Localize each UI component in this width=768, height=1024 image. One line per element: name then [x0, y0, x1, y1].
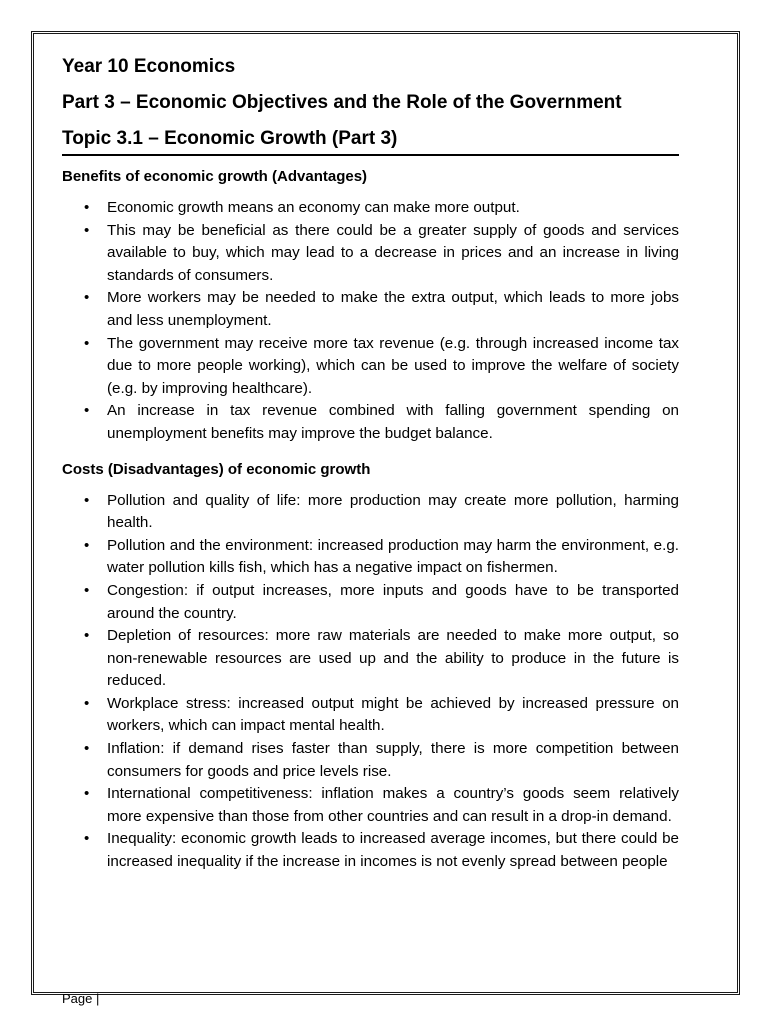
bullet-icon: • — [84, 199, 90, 216]
part-title: Part 3 – Economic Objectives and the Role of the Government — [62, 92, 622, 113]
bullet-icon: • — [84, 402, 90, 420]
list-item — [62, 220, 679, 288]
costs-list — [62, 490, 679, 874]
list-item-text: Pollution and the environment: increased production may harm the environment, e.g. water pollution kills fish, which has a negative impact on fishermen. — [107, 536, 679, 577]
list-item-text: The government may receive more tax revenue (e.g. through increased income tax due to more people working), which can be used to improve the welfare of society (e.g. by improving healthcare). — [107, 334, 679, 397]
benefits-list — [62, 197, 679, 446]
list-item — [62, 400, 679, 445]
list-item-text: This may be beneficial as there could be a greater supply of goods and services available to buy, which may lead to a decrease in prices and an increase in living standards of consumers. — [107, 221, 679, 284]
bullet-icon: • — [84, 491, 90, 509]
topic-title: Topic 3.1 – Economic Growth (Part 3) — [62, 127, 679, 156]
list-item — [62, 783, 679, 828]
bullet-icon: • — [84, 740, 90, 758]
list-item — [62, 197, 679, 220]
list-item — [62, 333, 679, 401]
list-item-text: International competitiveness: inflation makes a country’s goods seem relatively more expensive than those from other countries and can result in a drop-in demand. — [107, 785, 679, 825]
list-item — [62, 287, 679, 332]
list-item — [62, 625, 679, 693]
list-item-text: More workers may be needed to make the extra output, which leads to more jobs and less unemployment. — [107, 289, 679, 329]
list-item-text: An increase in tax revenue combined with falling government spending on unemployment benefits may improve the budget balance. — [107, 402, 679, 442]
bullet-icon: • — [84, 536, 90, 554]
list-item-text: Inequality: economic growth leads to increased average incomes, but there could be increased inequality if the increase in incomes is not evenly spread between people — [107, 830, 679, 871]
list-item-text: Economic growth means an economy can make more output. — [107, 199, 520, 216]
list-item — [62, 580, 679, 625]
list-item — [62, 490, 679, 535]
list-item-text: Workplace stress: increased output might be achieved by increased pressure on workers, which can impact mental health. — [107, 694, 679, 735]
list-item-text: Inflation: if demand rises faster than supply, there is more competition between consumers for goods and price levels rise. — [107, 740, 679, 780]
page-footer: Page | — [62, 991, 100, 1006]
list-item — [62, 693, 679, 738]
bullet-icon: • — [84, 289, 90, 307]
bullet-icon: • — [84, 830, 90, 848]
list-item-text: Depletion of resources: more raw materials are needed to make more output, so non-renewable resources are used up and the ability to produce in the future is reduced. — [107, 627, 679, 690]
bullet-icon: • — [84, 785, 90, 803]
list-item-text: Congestion: if output increases, more inputs and goods have to be transported around the country. — [107, 581, 679, 622]
bullet-icon: • — [84, 627, 90, 645]
course-title: Year 10 Economics — [62, 56, 236, 77]
document-body — [62, 55, 679, 874]
bullet-icon: • — [84, 581, 90, 599]
bullet-icon: • — [84, 334, 90, 352]
benefits-heading: Benefits of economic growth (Advantages) — [62, 168, 368, 185]
bullet-icon: • — [84, 694, 90, 712]
bullet-icon: • — [84, 221, 90, 239]
costs-heading: Costs (Disadvantages) of economic growth — [62, 460, 371, 478]
list-item — [62, 738, 679, 783]
list-item-text: Pollution and quality of life: more production may create more pollution, harming health. — [107, 491, 679, 532]
list-item — [62, 828, 679, 873]
list-item — [62, 535, 679, 580]
